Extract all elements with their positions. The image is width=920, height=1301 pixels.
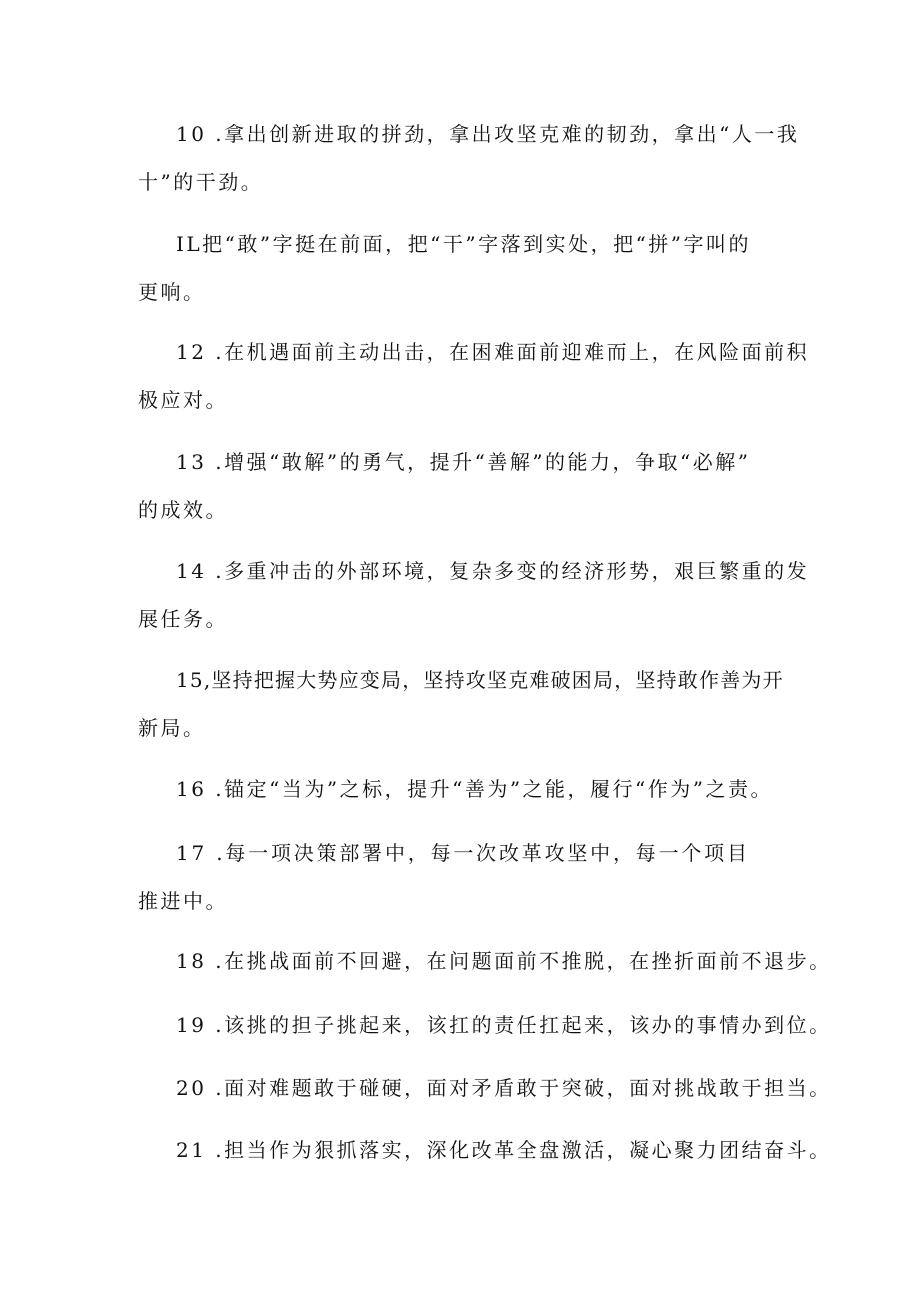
item-line: 10 .拿出创新进取的拼劲，拿出攻坚克难的韧劲，拿出“人一我: [176, 122, 800, 146]
item-line: 十”的干劲。: [138, 170, 264, 194]
item-line: 更响。: [138, 280, 206, 304]
item-line: 18 .在挑战面前不回避，在问题面前不推脱，在挫折面前不退步。: [176, 949, 832, 973]
item-line: 展任务。: [138, 607, 228, 631]
item-line: 推进中。: [138, 889, 228, 913]
item-line: 极应对。: [138, 388, 228, 412]
item-line: 19 .该挑的担子挑起来，该扛的责任扛起来，该办的事情办到位。: [176, 1013, 832, 1037]
item-line: 21 .担当作为狠抓落实，深化改革全盘激活，凝心聚力团结奋斗。: [176, 1138, 832, 1162]
item-line: 20 .面对难题敢于碰硬，面对矛盾敢于突破，面对挑战敢于担当。: [176, 1076, 832, 1100]
item-line: 14 .多重冲击的外部环境，复杂多变的经济形势，艰巨繁重的发: [176, 559, 810, 583]
item-line: 13 .增强“敢解”的勇气，提升“善解”的能力，争取“必解”: [176, 450, 751, 474]
item-line: 16 .锚定“当为”之标，提升“善为”之能，履行“作为”之责。: [176, 777, 774, 801]
item-line: 15,坚持把握大势应变局，坚持攻坚克难破困局，坚持敢作善为开: [176, 668, 784, 692]
item-line: 新局。: [138, 716, 206, 740]
item-line: 的成效。: [138, 498, 228, 522]
item-line: IL把“敢”字挺在前面，把“干”字落到实处，把“拼”字叫的: [176, 232, 752, 256]
item-line: 17 .每一项决策部署中，每一次改革攻坚中，每一个项目: [176, 841, 750, 865]
item-line: 12 .在机遇面前主动出击，在困难面前迎难而上，在风险面前积: [176, 340, 810, 364]
